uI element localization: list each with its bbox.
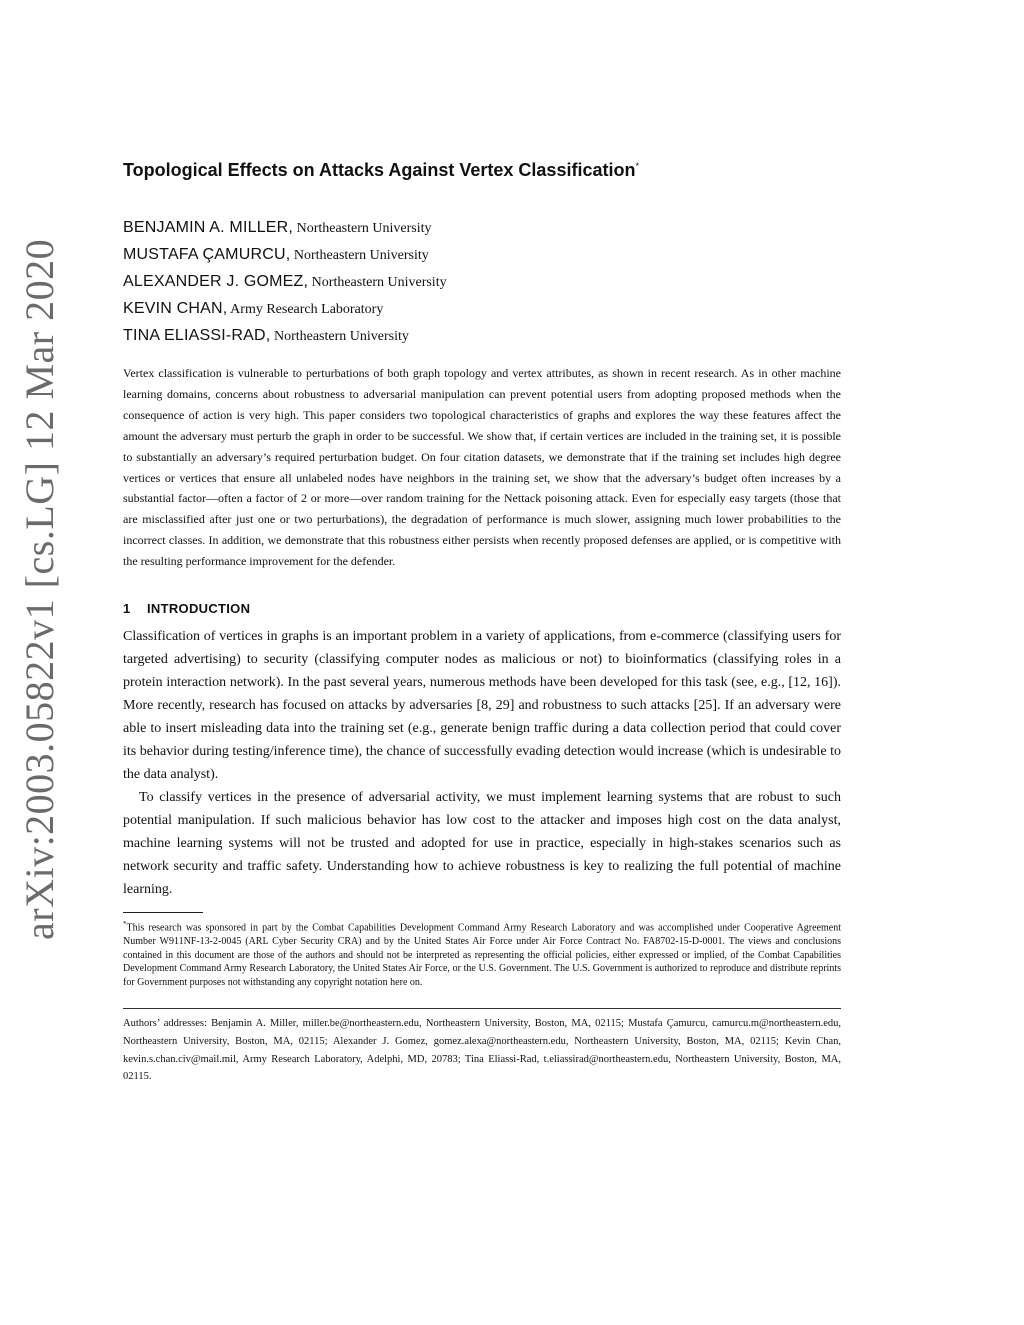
author-entry <box>123 268 841 295</box>
addresses-divider <box>123 1008 841 1009</box>
author-name: TINA ELIASSI-RAD, <box>123 327 271 344</box>
paper-title-text: Topological Effects on Attacks Against Vertex Classification <box>123 160 636 180</box>
footnote-divider <box>123 912 203 913</box>
author-affiliation: Northeastern University <box>308 275 447 290</box>
author-list <box>123 214 841 349</box>
arxiv-identifier: arXiv:2003.05822v1 [cs.LG] 12 Mar 2020 <box>17 238 62 940</box>
author-addresses: Authors’ addresses: Benjamin A. Miller, miller.be@northeastern.edu, Northeastern University, Boston, MA, 02115; Mustafa Çamurcu, camurcu.m@northeastern.edu, Northeastern University, Boston, MA, 02115; Alexander J. Gomez, gomez.alexa@northeastern.edu, Northeastern University, Boston, MA, 02115; Kevin Chan, kevin.s.chan.civ@mail.mil, Army Research Laboratory, Adelphi, MD, 20783; Tina Eliassi-Rad, t.eliassirad@northeastern.edu, Northeastern University, Boston, MA, 02115. <box>123 1018 841 1083</box>
author-name: ALEXANDER J. GOMEZ, <box>123 273 309 290</box>
abstract: Vertex classification is vulnerable to perturbations of both graph topology and vertex attributes, as shown in recent research. As in other machine learning domains, concerns about robustness to adversarial manipulation can prevent potential users from adopting proposed methods when the consequence of action is very high. This paper considers two topological characteristics of graphs and explores the way these features affect the amount the adversary must perturb the graph in order to be successful. We show that, if certain vertices are included in the training set, it is possible to substantially an adversary’s required perturbation budget. On four citation datasets, we demonstrate that if the training set includes high degree vertices or vertices that ensure all unlabeled nodes have neighbors in the training set, we show that the adversary’s budget often increases by a substantial factor—often a factor of 2 or more—over random training for the Nettack poisoning attack. Even for especially easy targets (those that are misclassified after just one or two perturbations), the degradation of performance is much slower, assigning much lower probabilities to the incorrect classes. In addition, we demonstrate that this robustness either persists when recently proposed defenses are applied, or is competitive with the resulting performance improvement for the defender. <box>123 366 841 569</box>
author-affiliation: Army Research Laboratory <box>227 302 384 317</box>
author-affiliation: Northeastern University <box>290 248 429 263</box>
author-entry <box>123 214 841 241</box>
author-affiliation: Northeastern University <box>293 221 432 236</box>
author-name: KEVIN CHAN, <box>123 300 228 317</box>
title-footnote-mark: * <box>635 161 639 171</box>
author-name: MUSTAFA ÇAMURCU, <box>123 246 291 263</box>
author-entry <box>123 322 841 349</box>
section-title: INTRODUCTION <box>147 601 251 617</box>
author-name: BENJAMIN A. MILLER, <box>123 219 294 236</box>
footnote <box>123 918 841 989</box>
author-entry <box>123 295 841 322</box>
paper-page <box>123 150 841 1086</box>
author-affiliation: Northeastern University <box>270 329 409 344</box>
section-number: 1 <box>123 601 131 617</box>
author-entry <box>123 241 841 268</box>
paper-title <box>123 150 841 186</box>
footnote-mark: * <box>123 920 127 929</box>
section-heading <box>123 599 841 619</box>
footnote-text: This research was sponsored in part by the Combat Capabilities Development Command Army Research Laboratory and was accomplished under Cooperative Agreement Number W911NF-13-2-0045 (ARL Cyber Security CRA) and by the United States Air Force under Air Force Contract No. FA8702-15-D-0001. The views and conclusions contained in this document are those of the authors and should not be interpreted as representing the official policies, either expressed or implied, of the Combat Capabilities Development Command Army Research Laboratory, the United States Air Force, or the U.S. Government. The U.S. Government is authorized to reproduce and distribute reprints for Government purposes not withstanding any copyright notation here on. <box>123 922 841 988</box>
body-paragraph: To classify vertices in the presence of adversarial activity, we must implement learning systems that are robust to such potential manipulation. If such malicious behavior has low cost to the attacker and imposes high cost on the data analyst, machine learning systems will not be trusted and adopted for use in practice, especially in high-stakes scenarios such as network security and traffic safety. Understanding how to achieve robustness is key to realizing the full potential of machine learning. <box>123 790 841 898</box>
body-paragraph: Classification of vertices in graphs is an important problem in a variety of applications, from e-commerce (classifying users for targeted advertising) to security (classifying computer nodes as malicious or not) to bioinformatics (classifying roles in a protein interaction network). In the past several years, numerous methods have been developed for this task (see, e.g., [12, 16]). More recently, research has focused on attacks by adversaries [8, 29] and robustness to such attacks [25]. If an adversary were able to insert misleading data into the training set (e.g., generate benign traffic during a data collection period that could cover its behavior during testing/inference time), the chance of successfully evading detection would increase (which is undesirable to the data analyst). <box>123 629 841 783</box>
